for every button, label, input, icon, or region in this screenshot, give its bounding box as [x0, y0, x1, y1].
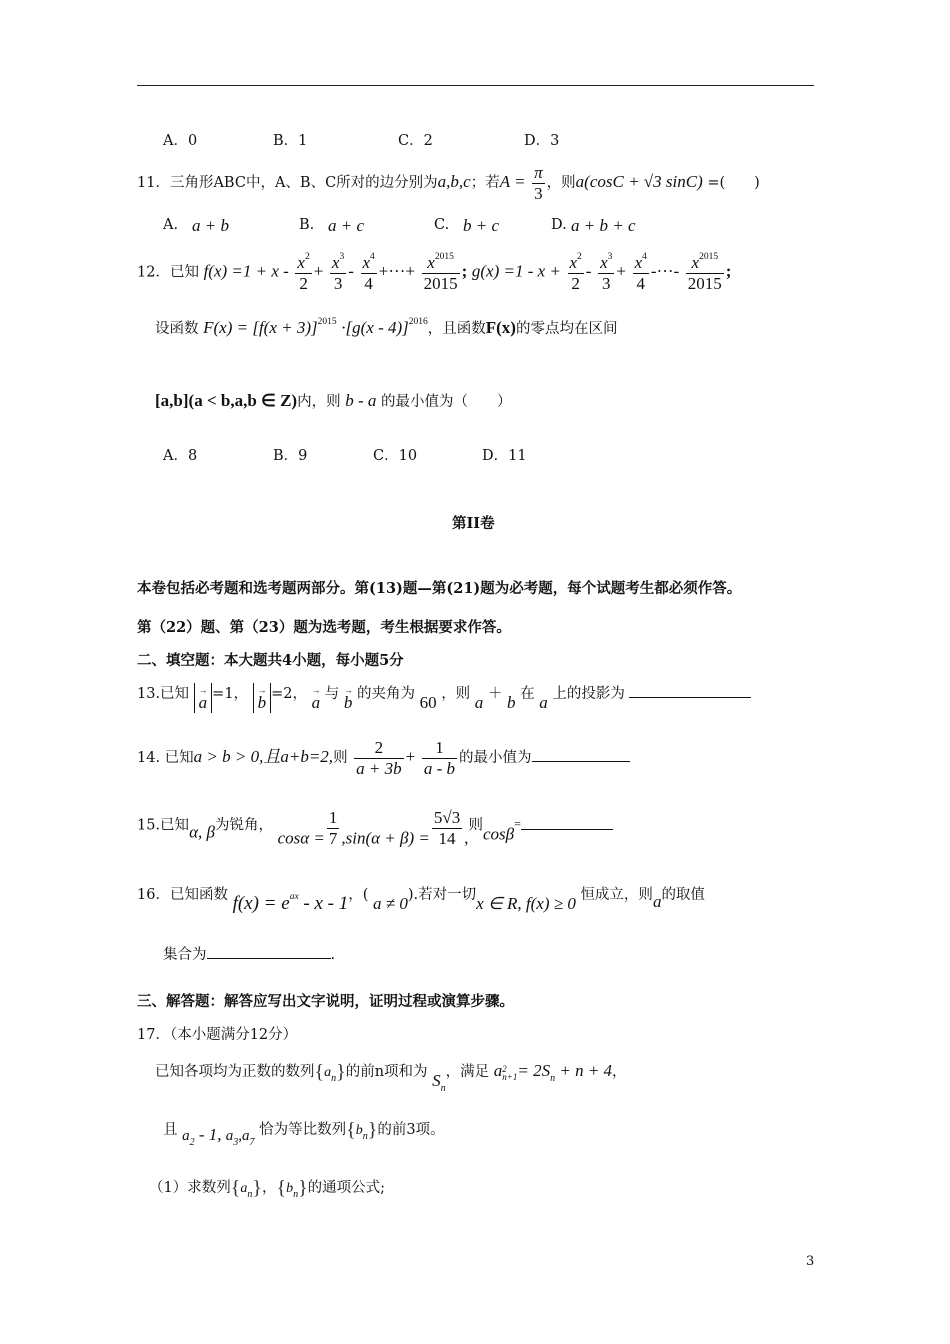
q11-option-c-value: b + c: [463, 216, 500, 235]
question-14: 14. 已知a > b > 0,且a+b=2,则 $\frac{2}{a + 3b}$ + $\frac{1}{a - b}$ 的最小值为: [137, 738, 630, 778]
q11-option-b-value: a + c: [328, 216, 365, 235]
q11-then: ，则: [546, 175, 576, 192]
q12-f-term4: $\frac{x^4}{4}$: [362, 252, 375, 293]
q11-vars: a,b,c: [437, 172, 471, 192]
question-12: 12．已知 f(x) =1 + x - $\frac{x^2}{2}$ + $\frac{x^3}{3}$ - $\frac{x^4}{4}$ +···+ $\frac{x^{2015}}{2015}$ ; g(x) =1 - x + $\frac{x^2}{2}$ - $\frac{x^3}{3}$ + $\frac{x^4}{4}$ -···- $\frac{x^{2015}}{2015}$ ;: [137, 252, 732, 293]
q12-F-expr: F(x) = [f(x + 3)]: [203, 318, 318, 337]
q12-g-term2: $\frac{x^2}{2}$: [569, 252, 582, 293]
solution-heading: 三、解答题：解答应写出文字说明，证明过程或演算步骤。: [137, 993, 514, 1010]
q15-vars: α, β: [189, 822, 215, 842]
q15-frac-2: $\frac{5√3}{14}$: [433, 808, 461, 848]
q10-option-a: A．0: [163, 133, 198, 149]
section-2-intro-2: 第（22）题、第（23）题为选考题，考生根据要求作答。: [137, 619, 511, 636]
q12-f-term2015: $\frac{x^{2015}}{2015}$: [423, 252, 458, 293]
section-2-title: 第II卷: [452, 515, 495, 532]
q12-line2-tail: ，且函数: [427, 321, 486, 337]
q11-option-b-label: B.: [299, 217, 315, 233]
q17-recurrence: a 2 n+1 = $2S_n + n + 4$: [493, 1061, 613, 1084]
q12-line2-lead: 设函数: [155, 321, 199, 337]
q12-line3: [155, 390, 511, 411]
q14-lead: 14. 已知: [137, 750, 194, 767]
q11-option-a-value: a + b: [192, 216, 229, 235]
q11-pi-over-3: $\frac{\pi}{3}$: [534, 163, 543, 203]
q12-within: 内，则: [297, 394, 341, 410]
q11-option-d-label: D.: [551, 217, 567, 233]
q16-forall: x ∈ R, f(x) ≥ 0: [476, 894, 576, 913]
q12-f-term3: $\frac{x^3}{3}$: [331, 252, 345, 293]
q11-lead: 11．三角形ABC中，A、B、C所对的边分别为: [137, 175, 438, 192]
fill-in-heading: 二、填空题：本大题共4小题，每小题5分: [137, 652, 404, 669]
q11-A: A =: [499, 172, 526, 192]
q17-line2: 且 $a_2 - 1$, $a_3,a_7$ 恰为等比数列$\{b_n\}$的前3项。: [163, 1119, 445, 1148]
q10-option-b: B．1: [273, 133, 308, 149]
q12-lead: 12．已知: [137, 264, 199, 281]
q12-F-mid: ·[g(x - 4)]: [341, 318, 409, 337]
header-rule: [137, 85, 814, 86]
q13-vec-a: → a: [312, 693, 321, 713]
q11-cond: ；若: [470, 175, 500, 192]
q12-line2-end: 的零点均在区间: [515, 321, 618, 337]
q12-f-lhs: f(x) =1 + x -: [203, 261, 289, 281]
q17-title: 17．（本小题满分12分）: [137, 1027, 298, 1043]
q12-b-minus-a: b - a: [345, 391, 377, 410]
q10-option-d: D．3: [524, 133, 560, 149]
q13-abs-a: → a: [194, 683, 213, 713]
q12-g-lhs: g(x) =1 - x +: [471, 261, 561, 281]
q11-option-c-label: C.: [434, 217, 450, 233]
question-16: 16．已知函数 f(x) = eax - x - 1，( a ≠ 0).若对一切x ∈ R, f(x) ≥ 0 恒成立，则a的取值: [137, 887, 705, 914]
q11-option-d-value: a + b + c: [571, 216, 636, 235]
q11-expr: a(cosC + √3 sinC): [575, 172, 703, 192]
q12-option-c: C．10: [373, 448, 418, 464]
q12-F-of-x: F(x): [485, 318, 516, 337]
question-13: 13.已知 → a =1， → b =2， → a 与 → b 的夹角为 60 ，则 a ＋ b 在 a 上的投影为: [137, 682, 751, 713]
q12-interval: [a,b](a < b,a,b ∈ Z): [155, 391, 298, 410]
q17-line1: 已知各项均为正数的数列$\{a_n\}$的前n项和为 $S_n$，满足 a 2 n+1 = $2S_n + n + 4$，: [155, 1061, 627, 1094]
q15-frac-1: $\frac{1}{7}$: [328, 808, 338, 848]
q13-abs-b: → b: [253, 683, 272, 713]
q13-answer-blank[interactable]: [629, 696, 751, 698]
q15-lead: 15.已知: [137, 817, 190, 834]
q12-f-term2: $\frac{x^2}{2}$: [297, 252, 310, 293]
q11-paren: =( ): [702, 175, 760, 192]
q12-option-d: D．11: [482, 448, 527, 464]
question-11: [137, 163, 760, 203]
page-number: 3: [806, 1254, 815, 1269]
question-15: 15.已知α, β为锐角， cosα = $\frac{1}{7}$ ,sin(α + β) = $\frac{5√3}{14}$ ,则cosβ=: [137, 808, 613, 849]
q12-option-b: B．9: [273, 448, 308, 464]
q11-option-a-label: A.: [163, 217, 179, 233]
q14-answer-blank[interactable]: [532, 760, 630, 762]
q17-part1: （1）求数列$\{a_n\}$，$\{b_n\}$的通项公式;: [149, 1177, 386, 1200]
q12-g-term3: $\frac{x^3}{3}$: [600, 252, 613, 293]
q16-f-expr: f(x) = e: [232, 893, 290, 914]
q10-option-c: C．2: [398, 133, 433, 149]
q16-lead: 16．已知函数: [137, 887, 228, 903]
q12-min-question: 的最小值为（ ）: [380, 394, 512, 410]
q14-frac-2: $\frac{1}{a - b}$: [423, 738, 456, 778]
q12-option-a: A．8: [163, 448, 198, 464]
q15-answer-blank[interactable]: [521, 828, 613, 830]
q12-line2: 设函数 $F(x) = [f(x + 3)]^{2015} \cdot[g(x - 4)]^{2016}$，且函数F(x)的零点均在区间: [155, 317, 618, 337]
q12-g-term4: $\frac{x^4}{4}$: [634, 252, 647, 293]
q13-vec-b: → b: [344, 693, 353, 713]
q13-angle: 60: [419, 693, 437, 712]
q16-line2: 集合为 .: [163, 947, 336, 963]
section-2-intro-1: 本卷包括必考题和选考题两部分。第(13)题—第(21)题为必考题，每个试题考生都必须作答。: [137, 580, 742, 597]
q14-frac-1: $\frac{2}{a + 3b}$: [356, 738, 402, 778]
q12-g-term2015: $\frac{x^{2015}}{2015}$: [687, 252, 722, 293]
q14-cond: a > b > 0,且a+b=2,: [193, 747, 334, 767]
q16-answer-blank[interactable]: [207, 957, 331, 959]
q13-lead: 13.已知: [137, 686, 190, 702]
